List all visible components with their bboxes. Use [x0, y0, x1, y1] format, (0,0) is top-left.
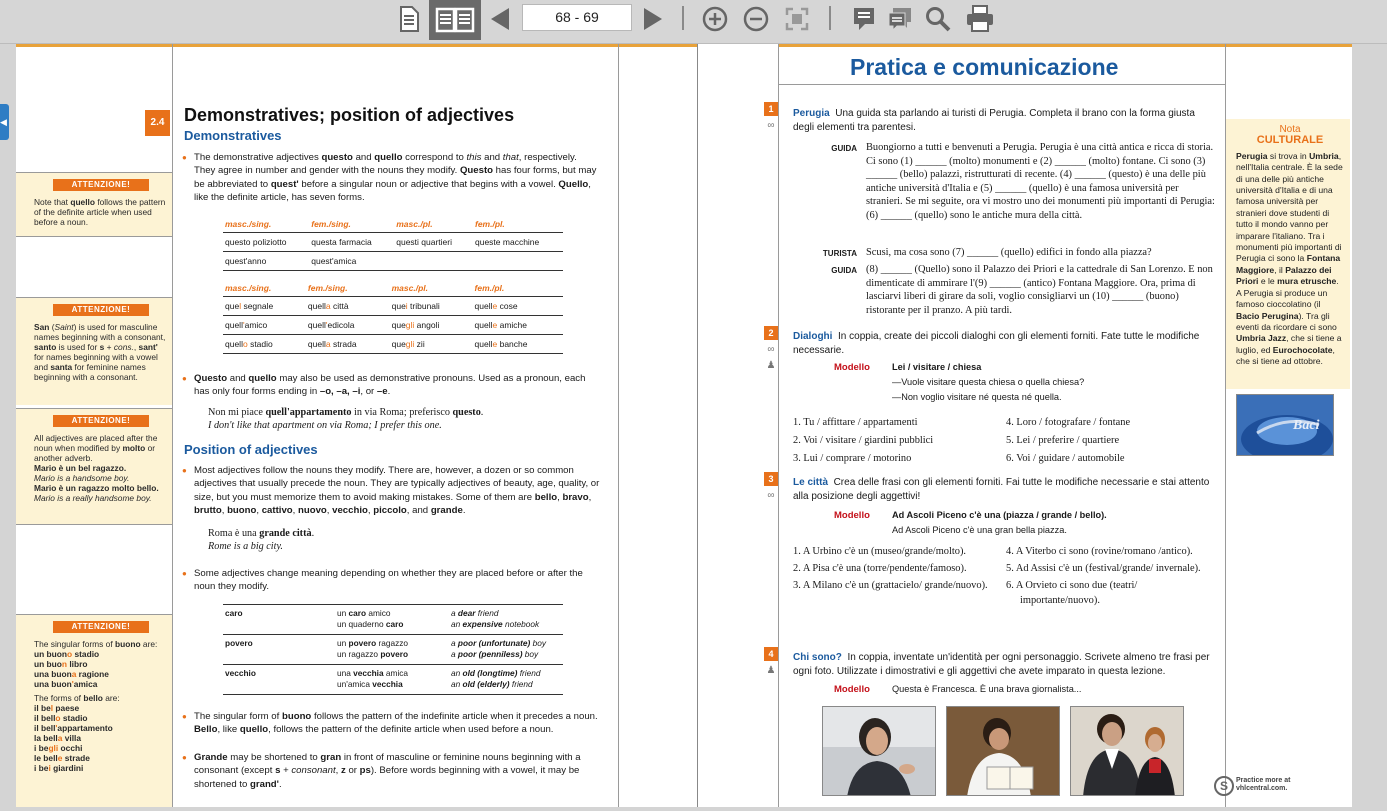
dialogue-text: Scusi, ma cosa sono (7) ______ (quello) edifici in fondo alla piazza?: [866, 247, 1152, 258]
activity-title: Chi sono?: [793, 652, 842, 663]
attenzione-text: The singular forms of buono are:: [34, 639, 158, 649]
section-number: 2.4: [145, 110, 170, 136]
modello-text: [892, 508, 1107, 538]
page-top-rule: [778, 44, 1352, 47]
col-header: fem./sing.: [306, 280, 390, 297]
activity-instructions: [793, 107, 1213, 134]
col-header: masc./sing.: [223, 280, 306, 297]
sidebar-toggle-tab[interactable]: [0, 104, 9, 140]
bello-form: la bella villa: [34, 733, 82, 743]
activity-text: In coppia, create dei piccoli dialoghi con gli elementi forniti. Fate tutte le modifiche necessarie.: [793, 331, 1200, 356]
col-header: fem./pl.: [473, 280, 563, 297]
table-cell: questo poliziotto: [223, 233, 309, 252]
list-item: 1. A Urbino c'è un (museo/grande/molto).: [793, 546, 966, 557]
activity-number: 1: [764, 102, 778, 116]
table-cell: quella strada: [306, 335, 390, 354]
list-item: 2. Voi / visitare / giardini pubblici: [793, 435, 934, 446]
title-rule: [778, 84, 1225, 85]
vhl-s-icon: S: [1214, 776, 1234, 796]
photo-baci-chocolate: [1236, 394, 1334, 456]
table-cell: a poor (unfortunate) boy a poor (penniless) boy: [449, 635, 563, 665]
exercise-list: [793, 414, 1003, 468]
list-item: 6. Voi / guidare / automobile: [1006, 453, 1125, 464]
comments-icon[interactable]: [886, 3, 914, 35]
buono-form: un buon libro: [34, 659, 88, 669]
col-header: masc./pl.: [394, 216, 473, 233]
modello-line: —Non voglio visitare né questa né quella.: [892, 392, 1062, 402]
table-cell: quell'edicola: [306, 316, 390, 335]
photo-couple: [1070, 706, 1184, 796]
chevron-left-icon: ◀: [0, 117, 7, 127]
table-cell: quest'anno: [223, 252, 309, 271]
nota-label: Nota: [1279, 124, 1301, 135]
exercise-list: [793, 545, 1005, 594]
attenzione-box: [16, 614, 172, 807]
subheading-demonstratives: Demonstratives: [184, 128, 282, 143]
modello-label: Modello: [834, 684, 870, 695]
zoom-in-icon[interactable]: [701, 3, 729, 35]
activity-title: Dialoghi: [793, 331, 833, 342]
page-title: Pratica e comunicazione: [850, 54, 1119, 80]
col-header: masc./sing.: [223, 216, 309, 233]
paragraph: ● The singular form of buono follows the pattern of the indefinite article when it precedes a noun. Bello, like quello, follows the pattern of the definite article when used before a noun.: [182, 710, 600, 737]
toolbar-separator: [829, 6, 831, 30]
attenzione-label: ATTENZIONE!: [53, 179, 149, 191]
dialogue-text: Buongiorno a tutti e benvenuti a Perugia. Perugia è una città antica e ricca di storia. Ci sono (1) ______ (molto) monumenti e (2) ______ (molto) fontane. Ci sono (3) ______ (bello) palazzi, ristrutturati di recente. (4) ______ (questo) è una delle più antiche università d'Italia e (5) ______ (quello) è una famosa università per stranieri. Se mi seguite, ora vi mostro uno dei monumenti più importanti di Perugia: (6) ______ (quello) sono le antiche mura della città.: [866, 142, 1215, 221]
questo-table: [223, 216, 563, 271]
buono-form: una buon'amica: [34, 679, 98, 689]
attenzione-label: ATTENZIONE!: [53, 304, 149, 316]
activity-instructions: [793, 330, 1213, 357]
page-title: Demonstratives; position of adjectives: [184, 105, 515, 125]
activity-title: Le città: [793, 477, 829, 488]
activity-title: Perugia: [793, 108, 830, 119]
modello-line: —Vuole visitare questa chiesa o quella chiesa?: [892, 377, 1085, 387]
activity-instructions: [793, 651, 1213, 678]
group-work-icon: ♟: [766, 665, 776, 676]
table-cell: quegli angoli: [390, 316, 473, 335]
right-page: [698, 44, 1352, 807]
speaker-label: TURISTA: [822, 249, 857, 258]
buono-form: un buono stadio: [34, 649, 100, 659]
attenzione-box: [16, 408, 172, 524]
list-item: 1. Tu / affittare / appartamenti: [793, 417, 918, 428]
search-icon[interactable]: [924, 3, 952, 35]
table-cell: [394, 252, 473, 271]
single-page-icon[interactable]: [393, 3, 425, 35]
speaker-label: GUIDA: [831, 144, 857, 153]
paragraph: ● Grande may be shortened to gran in front of masculine or feminine nouns beginning with a consonant (except s + consonant, z or ps). Before words beginning with a vowel, it may be shortened to grand'.: [182, 751, 600, 791]
nota-title: CULTURALE: [1256, 134, 1324, 147]
margin-rule: [172, 44, 173, 807]
prev-page-icon[interactable]: [487, 3, 513, 35]
attenzione-label: ATTENZIONE!: [53, 415, 149, 427]
next-page-icon[interactable]: [640, 3, 666, 35]
bello-form: le belle strade: [34, 753, 90, 763]
quello-table: [223, 280, 563, 354]
table-cell: a dear friend an expensive notebook: [449, 605, 563, 635]
example: Roma è una grande città. Rome is a big city.: [208, 528, 315, 552]
pair-work-icon: ∞: [767, 490, 775, 501]
buono-form: una buona ragione: [34, 669, 109, 679]
attenzione-text: All adjectives are placed after the noun when modified by molto or another adverb.: [34, 433, 158, 463]
attenzione-text: The forms of bello are:: [34, 693, 120, 703]
table-cell: quei tribunali: [390, 297, 473, 316]
subheading-position: Position of adjectives: [184, 442, 318, 457]
list-item: 5. Ad Assisi c'è un (festival/grande/ invernale).: [1006, 563, 1201, 575]
bello-form: i bei giardini: [34, 763, 84, 773]
table-cell: quegli zii: [390, 335, 473, 354]
margin-divider: [16, 524, 172, 525]
table-cell: quelle amiche: [473, 316, 563, 335]
two-page-icon[interactable]: [429, 0, 481, 40]
table-cell: una vecchia amica un'amica vecchia: [335, 665, 449, 695]
table-cell: un caro amico un quaderno caro: [335, 605, 449, 635]
page-number-input[interactable]: 68 - 69: [522, 4, 632, 31]
attenzione-box: [16, 297, 172, 405]
left-page: [16, 44, 697, 807]
paragraph: ● Most adjectives follow the nouns they modify. There are, however, a dozen or so common adjectives that usually precede the noun. They are typically adjectives of beauty, age, quality, or size, but you must memorize them to avoid making mistakes. Some of them are bello, bravo, brutto, buono, cattivo, nuovo, vecchio, piccolo, and grande.: [182, 464, 600, 518]
toolbar-separator: [682, 6, 684, 30]
bello-form: il bello stadio: [34, 713, 88, 723]
col-header: fem./pl.: [473, 216, 563, 233]
modello-text: [892, 360, 1084, 405]
modello-text: Questa è Francesca. È una brava giornalista...: [892, 684, 1082, 694]
table-cell: quell'amico: [223, 316, 306, 335]
activity-text: In coppia, inventate un'identità per ogni personaggio. Scrivete almeno tre frasi per ogni foto. Utilizzate i dimostrativi e gli aggettivi che avete imparato in questa lezione.: [793, 652, 1210, 677]
list-item: 6. A Orvieto ci sono due (teatri/ importante/nuovo).: [1006, 580, 1138, 606]
exercise-list: [1006, 545, 1218, 608]
modello-prompt: Ad Ascoli Piceno c'è una (piazza / grande / bello).: [892, 510, 1107, 520]
zoom-out-icon[interactable]: [742, 3, 770, 35]
vhl-line: vhlcentral.com.: [1236, 785, 1288, 792]
page-top-rule: [16, 44, 697, 47]
table-cell: povero: [223, 635, 335, 665]
modello-label: Modello: [834, 510, 870, 521]
list-item: 4. A Viterbo ci sono (rovine/romano /antico).: [1006, 546, 1193, 557]
margin-divider: [16, 236, 172, 237]
fit-page-icon[interactable]: [783, 3, 811, 35]
modello-label: Modello: [834, 362, 870, 373]
modello-line: Ad Ascoli Piceno c'è una gran bella piazza.: [892, 525, 1067, 535]
activity-number: 2: [764, 326, 778, 340]
speaker-label: GUIDA: [831, 266, 857, 275]
list-item: 4. Loro / fotografare / fontane: [1006, 417, 1131, 428]
notes-icon[interactable]: [850, 3, 878, 35]
attenzione-text: Note that quello follows the pattern of the definite article when used before a noun.: [34, 197, 166, 227]
table-cell: quelle cose: [473, 297, 563, 316]
attenzione-example: Mario è un ragazzo molto bello.: [34, 483, 159, 493]
activity-number: 3: [764, 472, 778, 486]
pair-work-icon: ∞: [767, 344, 775, 355]
list-item: 5. Lei / preferire / quartiere: [1006, 435, 1120, 446]
bello-form: il bel paese: [34, 703, 80, 713]
col-header: fem./sing.: [309, 216, 394, 233]
list-item: 3. A Milano c'è un (grattacielo/ grande/nuovo).: [793, 580, 988, 592]
paragraph: ● Questo and quello may also be used as demonstrative pronouns. Used as a pronoun, each has only four forms ending in –o, –a, –i, or –e.: [182, 372, 600, 399]
table-cell: questa farmacia: [309, 233, 394, 252]
viewer-toolbar: [0, 0, 1387, 44]
vhl-line: Practice more at: [1236, 777, 1291, 784]
list-item: 3. Lui / comprare / motorino: [793, 453, 912, 464]
adjective-meaning-table: [223, 604, 563, 695]
table-cell: quel segnale: [223, 297, 306, 316]
example: Non mi piace quell'appartamento in via Roma; preferisco questo. I don't like that apartment on via Roma; I prefer this one.: [208, 407, 484, 431]
photo-man-reading: [946, 706, 1060, 796]
table-cell: un povero ragazzo un ragazzo povero: [335, 635, 449, 665]
table-cell: [473, 252, 563, 271]
table-cell: vecchio: [223, 665, 335, 695]
attenzione-translation: Mario is a really handsome boy.: [34, 493, 152, 503]
list-item: 2. A Pisa c'è una (torre/pendente/famoso).: [793, 563, 967, 575]
nota-culturale: [1226, 119, 1350, 389]
dialogue-text: (8) ______ (Quello) sono il Palazzo dei Priori e la cattedrale di San Lorenzo. E non dimenticate di ammirare l'(9) ______ (antico) Fontana Maggiore. Ora, prima di lasciarvi liberi di girare da soli, voglio consigliarvi un (10) ______ (buono) ristorante per il pranzo. A più tardi.: [866, 264, 1213, 316]
margin-rule: [778, 44, 779, 807]
table-cell: questi quartieri: [394, 233, 473, 252]
paragraph: ● The demonstrative adjectives questo and quello correspond to this and that, respectively. They agree in number and gender with the nouns they modify. Questo has four forms, but may be abbreviated to quest' before a singular noun or adjective that begins with a vowel. Quello, like the definite article, has seven forms.: [182, 151, 600, 205]
exercise-list: [1006, 414, 1216, 468]
modello-prompt: Lei / visitare / chiesa: [892, 362, 982, 372]
baci-logo-text: Baci: [1293, 418, 1320, 433]
nota-text: Perugia si trova in Umbria, nell'Italia centrale. È la sede di una delle più antiche università d'Italia e di una famosa università per stranieri dove studenti di tutto il mondo vanno per imparare l'italiano. Tra i monumenti più importanti di Perugia ci sono la Fontana Maggiore, il Palazzo dei Priori e le mura etrusche. A Perugia si produce un famoso cioccolatino (il Bacio Perugina). Tra gli eventi da ricordare ci sono Umbria Jazz, che si tiene a luglio, ed Eurochocolate, che si tiene ad ottobre.: [1236, 150, 1343, 367]
example-translation: Rome is a big city.: [208, 541, 283, 552]
vhlcentral-note: [1219, 777, 1291, 793]
table-cell: quella città: [306, 297, 390, 316]
bello-form: i begli occhi: [34, 743, 83, 753]
attenzione-label: ATTENZIONE!: [53, 621, 149, 633]
pair-work-icon: ∞: [767, 120, 775, 131]
bello-form: il bell'appartamento: [34, 723, 113, 733]
attenzione-text: San (Saint) is used for masculine names beginning with a consonant, santo is used for s + cons., sant' for names beginning with a vowel and santa for feminine names beginning with a consonant.: [34, 322, 166, 382]
attenzione-example: Mario è un bel ragazzo.: [34, 463, 127, 473]
paragraph: ● Some adjectives change meaning depending on whether they are placed before or after the noun they modify.: [182, 567, 600, 594]
activity-text: Una guida sta parlando ai turisti di Perugia. Completa il brano con la forma giusta degli elementi tra parentesi.: [793, 108, 1195, 133]
table-cell: quelle banche: [473, 335, 563, 354]
group-work-icon: ♟: [766, 360, 776, 371]
col-header: masc./pl.: [390, 280, 473, 297]
attenzione-translation: Mario is a handsome boy.: [34, 473, 130, 483]
table-cell: quest'amica: [309, 252, 394, 271]
table-cell: quello stadio: [223, 335, 306, 354]
attenzione-box: [16, 172, 172, 236]
table-cell: an old (longtime) friend an old (elderly) friend: [449, 665, 563, 695]
activity-number: 4: [764, 647, 778, 661]
margin-rule: [618, 44, 619, 807]
activity-text: Crea delle frasi con gli elementi forniti. Fai tutte le modifiche necessarie e stai attento alla posizione degli aggettivi!: [793, 477, 1210, 502]
print-icon[interactable]: [963, 3, 997, 35]
example-translation: I don't like that apartment on via Roma; I prefer this one.: [208, 420, 442, 431]
table-cell: queste macchine: [473, 233, 563, 252]
photo-woman-reporter: [822, 706, 936, 796]
activity-instructions: [793, 476, 1213, 503]
table-cell: caro: [223, 605, 335, 635]
